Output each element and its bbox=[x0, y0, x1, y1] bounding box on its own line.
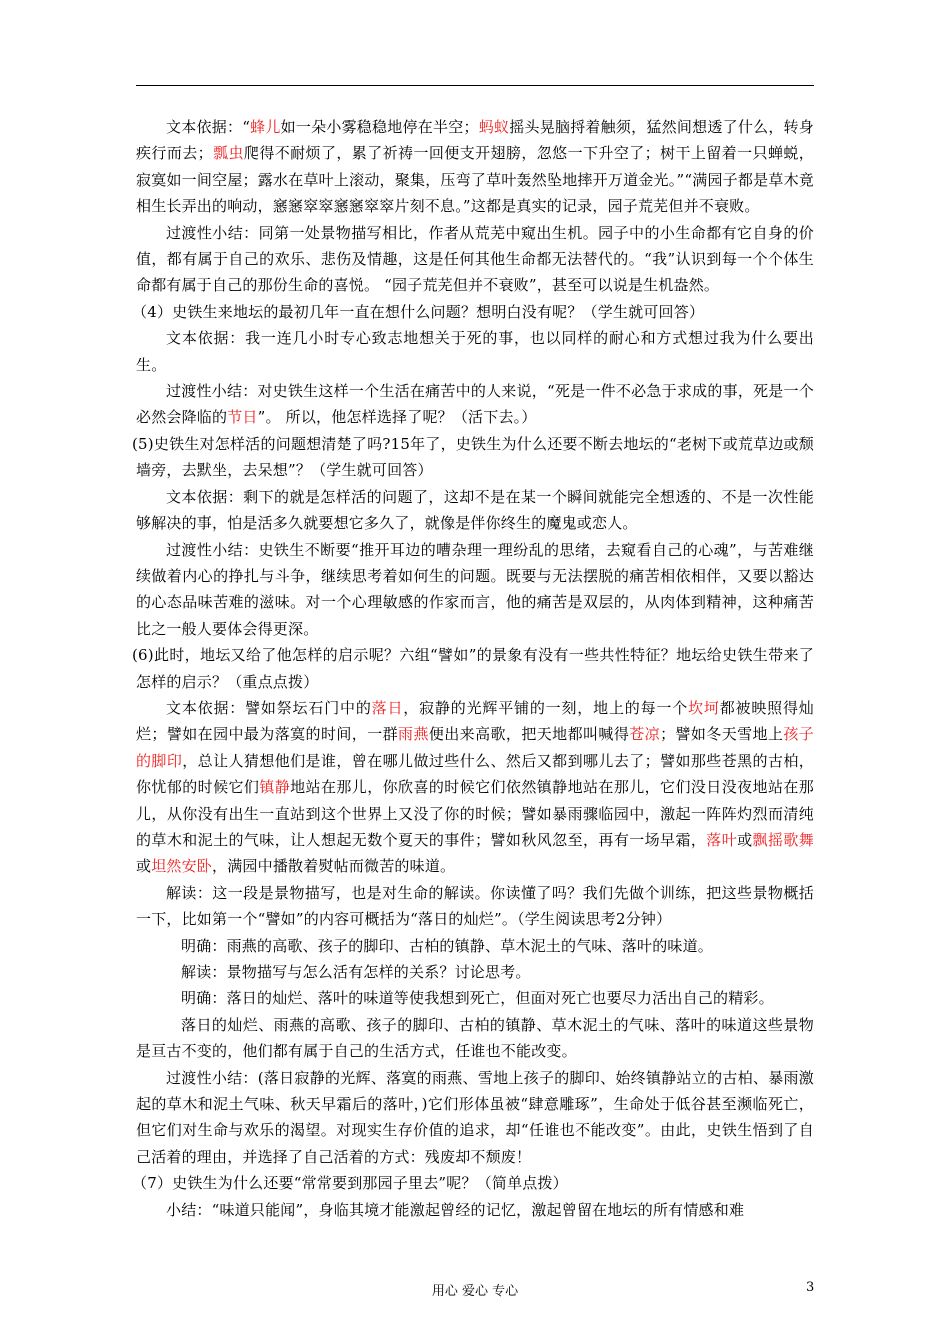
text-run: ；譬如冬天雪地上 bbox=[660, 725, 784, 744]
highlighted-keyword: 镇静 bbox=[259, 778, 291, 797]
text-run: （7）史铁生为什么还要“常常要到那园子里去”呢？（简单点拨） bbox=[132, 1174, 568, 1193]
paragraph bbox=[132, 642, 814, 695]
text-run: （4）史铁生来地坛的最初几年一直在想什么问题？想明白没有呢？（学生就可回答） bbox=[132, 302, 705, 321]
text-run: 便出来高歌，把天地都叫喊得 bbox=[428, 725, 630, 744]
text-run: 明确：雨燕的高歌、孩子的脚印、古柏的镇静、草木泥土的气味、落叶的味道。 bbox=[181, 936, 714, 955]
document-body bbox=[132, 114, 814, 1223]
text-run: ”。 所以，他怎样选择了呢？（活下去。） bbox=[257, 408, 537, 427]
paragraph bbox=[136, 959, 814, 985]
paragraph bbox=[136, 1012, 814, 1065]
paragraph bbox=[136, 985, 814, 1011]
paragraph bbox=[136, 880, 814, 933]
text-run: 过渡性小结：史铁生不断要“推开耳边的嘈杂理一理纷乱的思绪，去窥看自己的心魂”，与苦难继续做着内心的挣扎与斗争，继续思考着如何生的问题。既要与无法摆脱的痛苦相依相伴，又要以豁达的心态品味苦难的滋味。对一个心理敏感的作家而言，他的痛苦是双层的，从肉体到精神，这种痛苦比之一般人要体会得更深。 bbox=[136, 540, 814, 638]
paragraph bbox=[136, 378, 814, 431]
paragraph bbox=[132, 431, 814, 484]
text-run: 都被映照得灿烂；譬如在园中最为落寞的时间，一群 bbox=[136, 698, 814, 744]
paragraph bbox=[136, 220, 814, 299]
text-run: 明确：落日的灿烂、落叶的味道等使我想到死亡，但面对死亡也要尽力活出自己的精彩。 bbox=[181, 989, 774, 1008]
text-run: 文本依据：我一连几小时专心致志地想关于死的事，也以同样的耐心和方式想过我为什么要出生。 bbox=[136, 329, 814, 374]
highlighted-keyword: 坎坷 bbox=[688, 698, 720, 717]
text-run: 解读：景物描写与怎么活有怎样的关系？讨论思考。 bbox=[181, 963, 531, 981]
paragraph bbox=[136, 933, 814, 959]
text-run: 过渡性小结：(落日寂静的光辉、落寞的雨燕、雪地上孩子的脚印、始终镇静站立的古柏、暴雨激起的草木和泥土气味、秋天早霜后的落叶，)它们形体虽被“肆意雕琢”，生命处于低谷甚至濒临死亡，但它们对生命与欢乐的渴望。对现实生存价值的追求，却“任谁也不能改变”。由此，史铁生悟到了自己活着的理由，并选择了自己活着的方式：残废却不颓废！ bbox=[136, 1068, 814, 1166]
text-run: 文本依据：剩下的就是怎样活的问题了，这却不是在某一个瞬间就能完全想透的、不是一次性能够解决的事，怕是活多久就要想它多久了，就像是伴你终生的魔鬼或恋人。 bbox=[136, 487, 814, 533]
text-run: 如一朵小雾稳稳地停在半空； bbox=[280, 118, 479, 136]
text-run: 地站在那儿，你欣喜的时候它们依然镇静地站在那儿，它们没日没夜地站在那儿，从你没有出生一直站到这个世界上又没了你的时候；譬如暴雨骤临园中，激起一阵阵灼烈而清纯的草木和泥土的气味，让人想起无数个夏天的事件；譬如秋风忽至，再有一场早霜， bbox=[136, 778, 814, 849]
text-run: 文本依据：譬如祭坛石门中的 bbox=[166, 698, 372, 717]
highlighted-keyword: 蚂蚁 bbox=[478, 118, 510, 136]
paragraph bbox=[136, 1197, 814, 1223]
header-rule bbox=[136, 85, 814, 86]
highlighted-keyword: 苍凉 bbox=[629, 725, 661, 744]
highlighted-keyword: 落日 bbox=[371, 698, 404, 717]
highlighted-keyword: 落叶 bbox=[706, 830, 738, 849]
paragraph bbox=[136, 484, 814, 537]
text-run: ，满园中播散着熨帖而微苦的味道。 bbox=[212, 857, 456, 876]
highlighted-keyword: 飘摇歌舞 bbox=[752, 830, 814, 849]
highlighted-keyword: 瓢虫 bbox=[212, 144, 244, 163]
highlighted-keyword: 蜂儿 bbox=[250, 118, 281, 136]
text-run: 文本依据：“ bbox=[166, 118, 251, 136]
page-footer bbox=[0, 1280, 950, 1300]
text-run: ，总让人猜想他们是谁，曾在哪儿做过些什么、然后又都到哪儿去了；譬如那些苍黑的古柏，你忧郁的时候它们 bbox=[136, 751, 814, 797]
paragraph bbox=[136, 325, 814, 378]
paragraph bbox=[136, 537, 814, 643]
footer-motto: 用心 爱心 专心 bbox=[431, 1284, 519, 1299]
paragraph bbox=[136, 695, 814, 880]
paragraph bbox=[136, 114, 814, 220]
page-number: 3 bbox=[806, 1280, 815, 1295]
paragraph bbox=[136, 1065, 814, 1171]
text-run: 落日的灿烂、雨燕的高歌、孩子的脚印、古柏的镇静、草木泥土的气味、落叶的味道这些景物是亘古不变的，他们都有属于自己的生活方式，任谁也不能改变。 bbox=[136, 1015, 814, 1061]
text-run: 或 bbox=[737, 830, 753, 849]
text-run: (6)此时，地坛又给了他怎样的启示呢？六组“譬如”的景象有没有一些共性特征？地坛给史铁生带来了怎样的启示？（重点点拨） bbox=[132, 646, 814, 691]
highlighted-keyword: 节日 bbox=[227, 408, 258, 427]
paragraph bbox=[132, 299, 814, 325]
text-run: 摇头晃脑捋着触须，猛然间想透了什么，转身疾行而去； bbox=[136, 118, 814, 163]
highlighted-keyword: 坦然安卧 bbox=[151, 857, 213, 876]
highlighted-keyword: 孩子的脚印 bbox=[136, 725, 814, 770]
text-run: 过渡性小结：对史铁生这样一个生活在痛苦中的人来说，“死是一件不必急于求成的事，死是一个必然会降临的 bbox=[136, 382, 814, 427]
text-run: (5)史铁生对怎样活的问题想清楚了吗?15年了，史铁生为什么还要不断去地坛的“老树下或荒草边或颓墙旁，去默坐，去呆想”？（学生就可回答） bbox=[132, 434, 814, 480]
text-run: ，寂静的光辉平铺的一刻，地上的每一个 bbox=[403, 698, 689, 717]
highlighted-keyword: 雨燕 bbox=[398, 725, 429, 744]
paragraph bbox=[132, 1170, 814, 1196]
text-run: 爬得不耐烦了，累了祈祷一回便支开翅膀，忽悠一下升空了；树干上留着一只蝉蜕，寂寞如一间空屋；露水在草叶上滚动，聚集，压弯了草叶轰然坠地摔开万道金光。”“满园子都是草木竟相生长弄出的响动，窸窸窣窣窸窸窣窣片刻不息。”这都是真实的记录，园子荒芜但并不衰败。 bbox=[136, 144, 814, 216]
text-run: 小结：“味道只能闻”，身临其境才能激起曾经的记忆，激起曾留在地坛的所有情感和难 bbox=[166, 1200, 745, 1219]
text-run: 或 bbox=[136, 857, 152, 876]
text-run: 过渡性小结：同第一处景物描写相比，作者从荒芜中窥出生机。园子中的小生命都有它自身的价值，都有属于自己的欢乐、悲伤及情趣，这是任何其他生命都无法替代的。“我”认识到每一个个体生命都有属于自己的那份生命的喜悦。 “园子荒芜但并不衰败”，甚至可以说是生机盎然。 bbox=[136, 223, 814, 295]
text-run: 解读：这一段是景物描写，也是对生命的解读。你读懂了吗？我们先做个训练，把这些景物概括一下，比如第一个“譬如”的内容可概括为“落日的灿烂”。（学生阅读思考2分钟） bbox=[136, 883, 814, 929]
